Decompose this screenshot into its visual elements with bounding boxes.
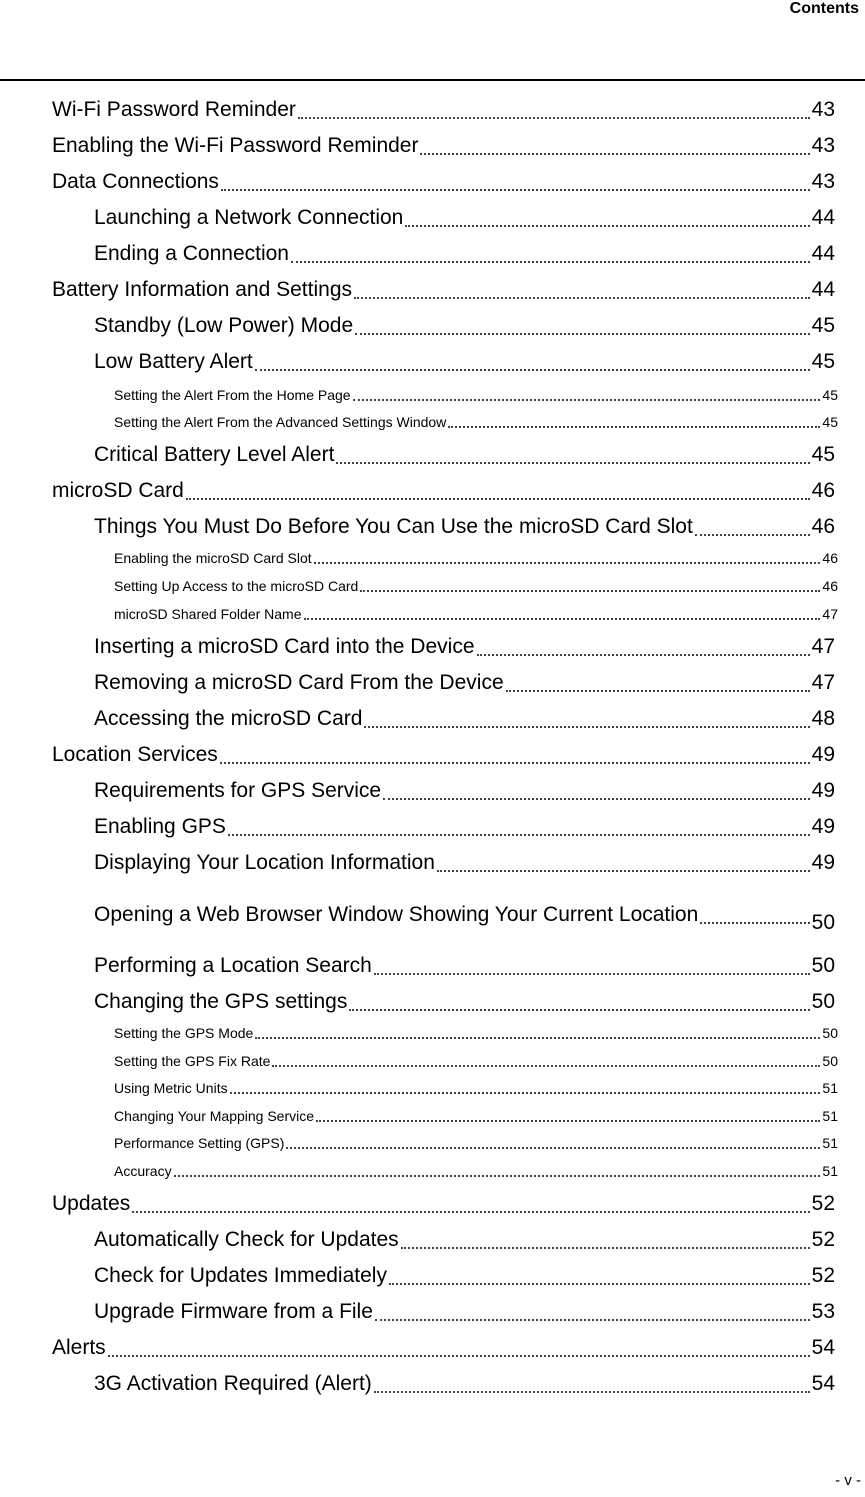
toc-entry[interactable] [94, 631, 835, 659]
toc-entry-page: 49 [811, 779, 835, 802]
toc-entry-title: Enabling the microSD Card Slot [114, 550, 312, 566]
toc-entry-page: 54 [811, 1372, 835, 1395]
toc-entry-title: Setting the GPS Fix Rate [114, 1053, 271, 1069]
dot-leader [255, 369, 810, 371]
toc-entry[interactable] [114, 410, 838, 430]
dot-leader [401, 1247, 810, 1249]
toc-entry[interactable] [94, 1260, 835, 1288]
toc-entry-title: Setting the Alert From the Advanced Settings Window [114, 414, 447, 430]
toc-entry[interactable] [94, 899, 835, 934]
dot-leader [186, 498, 810, 500]
toc-entry-page: 50 [822, 1053, 838, 1069]
toc-entry-title: Performance Setting (GPS) [114, 1135, 285, 1151]
toc-entry-page: 47 [822, 606, 838, 622]
toc-entry-page: 52 [811, 1228, 835, 1251]
toc-entry-page: 46 [822, 550, 838, 566]
toc-entry[interactable] [94, 439, 835, 467]
toc-entry-title: Check for Updates Immediately [94, 1264, 387, 1287]
toc-entry-page: 50 [811, 954, 835, 977]
running-header-title: Contents [789, 0, 859, 17]
toc-entry[interactable] [94, 202, 835, 230]
toc-entry[interactable] [94, 811, 835, 839]
dot-leader [700, 922, 809, 924]
toc-entry-title: Standby (Low Power) Mode [94, 314, 354, 337]
toc-entry[interactable] [52, 1332, 835, 1360]
toc-entry[interactable] [114, 1076, 838, 1096]
dot-leader [221, 189, 810, 191]
toc-entry-page: 46 [822, 578, 838, 594]
dot-leader [420, 153, 809, 155]
toc-entry-page: 54 [811, 1336, 835, 1359]
dot-leader [174, 1175, 821, 1177]
toc-entry-title: Enabling the Wi-Fi Password Reminder [52, 134, 419, 157]
dot-leader [353, 399, 821, 401]
dot-leader [230, 1092, 821, 1094]
toc-entry-title: Upgrade Firmware from a File [94, 1300, 373, 1323]
toc-entry[interactable] [94, 310, 835, 338]
dot-leader [316, 1120, 820, 1122]
toc-entry-page: 45 [822, 414, 838, 430]
toc-entry-title: Opening a Web Browser Window Showing Your Current Location [94, 903, 699, 926]
footer-page-number: - v - [835, 1472, 861, 1489]
toc-entry-page: 45 [811, 314, 835, 337]
dot-leader [375, 1319, 810, 1321]
toc-entry-page: 44 [811, 278, 835, 301]
dot-leader [220, 762, 810, 764]
toc-entry[interactable] [114, 602, 838, 622]
toc-entry-title: Battery Information and Settings [52, 278, 352, 301]
toc-entry[interactable] [114, 383, 838, 403]
toc-entry[interactable] [94, 703, 835, 731]
toc-entry-page: 47 [811, 635, 835, 658]
dot-leader [405, 225, 809, 227]
toc-entry-page: 45 [811, 443, 835, 466]
toc-entry[interactable] [94, 986, 835, 1014]
dot-leader [355, 333, 810, 335]
dot-leader [374, 973, 810, 975]
toc-entry[interactable] [94, 847, 835, 875]
dot-leader [286, 1147, 820, 1149]
toc-entry-page: 45 [811, 350, 835, 373]
toc-entry-page: 43 [811, 98, 835, 121]
toc-entry-title: Updates [52, 1192, 131, 1215]
toc-entry[interactable] [52, 130, 835, 158]
toc-entry[interactable] [94, 1368, 835, 1396]
toc-entry-title: Inserting a microSD Card into the Device [94, 635, 475, 658]
toc-entry[interactable] [114, 1131, 838, 1151]
dot-leader [349, 1009, 809, 1011]
toc-entry[interactable] [94, 1224, 835, 1252]
dot-leader [291, 261, 810, 263]
dot-leader [437, 870, 810, 872]
toc-entry-page: 50 [811, 911, 835, 934]
toc-entry-page: 51 [822, 1163, 838, 1179]
dot-leader [336, 462, 809, 464]
toc-entry-title: microSD Card [52, 479, 184, 502]
dot-leader [389, 1283, 810, 1285]
toc-entry-title: Requirements for GPS Service [94, 779, 382, 802]
toc-entry-page: 43 [811, 170, 835, 193]
toc-entry-page: 45 [822, 387, 838, 403]
toc-entry-page: 51 [822, 1108, 838, 1124]
toc-entry-title: Automatically Check for Updates [94, 1228, 399, 1251]
toc-entry[interactable] [52, 475, 835, 503]
toc-entry-page: 49 [811, 815, 835, 838]
toc-entry-title: Changing Your Mapping Service [114, 1108, 315, 1124]
toc-entry-title: Alerts [52, 1336, 106, 1359]
dot-leader [448, 426, 820, 428]
toc-entry-title: Launching a Network Connection [94, 206, 404, 229]
toc-entry-page: 49 [811, 743, 835, 766]
toc-entry[interactable] [52, 94, 835, 122]
toc-entry-page: 47 [811, 671, 835, 694]
toc-entry-title: Using Metric Units [114, 1080, 228, 1096]
toc-entry-page: 52 [811, 1192, 835, 1215]
toc-entry-title: 3G Activation Required (Alert) [94, 1372, 372, 1395]
toc-entry-title: Accuracy [114, 1163, 172, 1179]
toc-entry[interactable] [52, 274, 835, 302]
toc-entry[interactable] [114, 1104, 838, 1124]
dot-leader [360, 590, 820, 592]
dot-leader [354, 297, 810, 299]
dot-leader [374, 1391, 810, 1393]
toc-entry-page: 53 [811, 1300, 835, 1323]
toc-entry[interactable] [52, 1188, 835, 1216]
toc-entry-title: Setting the GPS Mode [114, 1025, 254, 1041]
toc-entry-page: 43 [811, 134, 835, 157]
toc-entry-title: Performing a Location Search [94, 954, 372, 977]
toc-entry-page: 46 [811, 515, 835, 538]
dot-leader [255, 1037, 820, 1039]
toc-entry-page: 50 [822, 1025, 838, 1041]
dot-leader [304, 618, 821, 620]
toc-entry-title: Ending a Connection [94, 242, 289, 265]
toc-entry-title: Changing the GPS settings [94, 990, 348, 1013]
toc-entry[interactable] [94, 667, 835, 695]
toc-entry[interactable] [94, 775, 835, 803]
toc-entry[interactable] [94, 511, 835, 539]
toc-entry-title: Low Battery Alert [94, 350, 253, 373]
dot-leader [298, 117, 810, 119]
dot-leader [383, 798, 810, 800]
toc-entry-page: 48 [811, 707, 835, 730]
toc-entry-title: Displaying Your Location Information [94, 851, 435, 874]
toc-entry[interactable] [52, 739, 835, 767]
toc-entry-title: Critical Battery Level Alert [94, 443, 335, 466]
toc-entry-page: 46 [811, 479, 835, 502]
dot-leader [228, 834, 810, 836]
toc-entry-page: 51 [822, 1135, 838, 1151]
toc-entry[interactable] [114, 1159, 838, 1179]
toc-entry-title: microSD Shared Folder Name [114, 606, 302, 622]
toc-entry[interactable] [94, 1296, 835, 1324]
toc-entry-title: Accessing the microSD Card [94, 707, 363, 730]
toc-entry-title: Location Services [52, 743, 218, 766]
toc-entry[interactable] [114, 574, 838, 594]
toc-entry-title: Setting Up Access to the microSD Card [114, 578, 359, 594]
dot-leader [132, 1211, 809, 1213]
toc-entry[interactable] [52, 166, 835, 194]
dot-leader [477, 654, 810, 656]
toc-entry-title: Setting the Alert From the Home Page [114, 387, 351, 403]
toc-entry-page: 50 [811, 990, 835, 1013]
toc-entry-title: Removing a microSD Card From the Device [94, 671, 504, 694]
toc-entry-page: 49 [811, 851, 835, 874]
toc-entry-page: 44 [811, 206, 835, 229]
dot-leader [364, 726, 809, 728]
toc-entry-title: Data Connections [52, 170, 219, 193]
toc-entry[interactable] [114, 1049, 838, 1069]
dot-leader [108, 1355, 810, 1357]
toc-entry[interactable] [94, 950, 835, 978]
toc-entry[interactable] [94, 238, 835, 266]
toc-entry[interactable] [94, 346, 835, 374]
toc-entry-page: 44 [811, 242, 835, 265]
dot-leader [314, 562, 821, 564]
toc-entry-title: Enabling GPS [94, 815, 226, 838]
toc-entry-title: Wi-Fi Password Reminder [52, 98, 296, 121]
header-divider [0, 79, 865, 81]
toc-entry-page: 52 [811, 1264, 835, 1287]
dot-leader [695, 534, 810, 536]
toc-entry-page: 51 [822, 1080, 838, 1096]
toc-entry[interactable] [114, 1021, 838, 1041]
dot-leader [506, 690, 810, 692]
toc-entry[interactable] [114, 546, 838, 566]
toc-entry-title: Things You Must Do Before You Can Use the microSD Card Slot [94, 515, 693, 538]
dot-leader [272, 1065, 820, 1067]
